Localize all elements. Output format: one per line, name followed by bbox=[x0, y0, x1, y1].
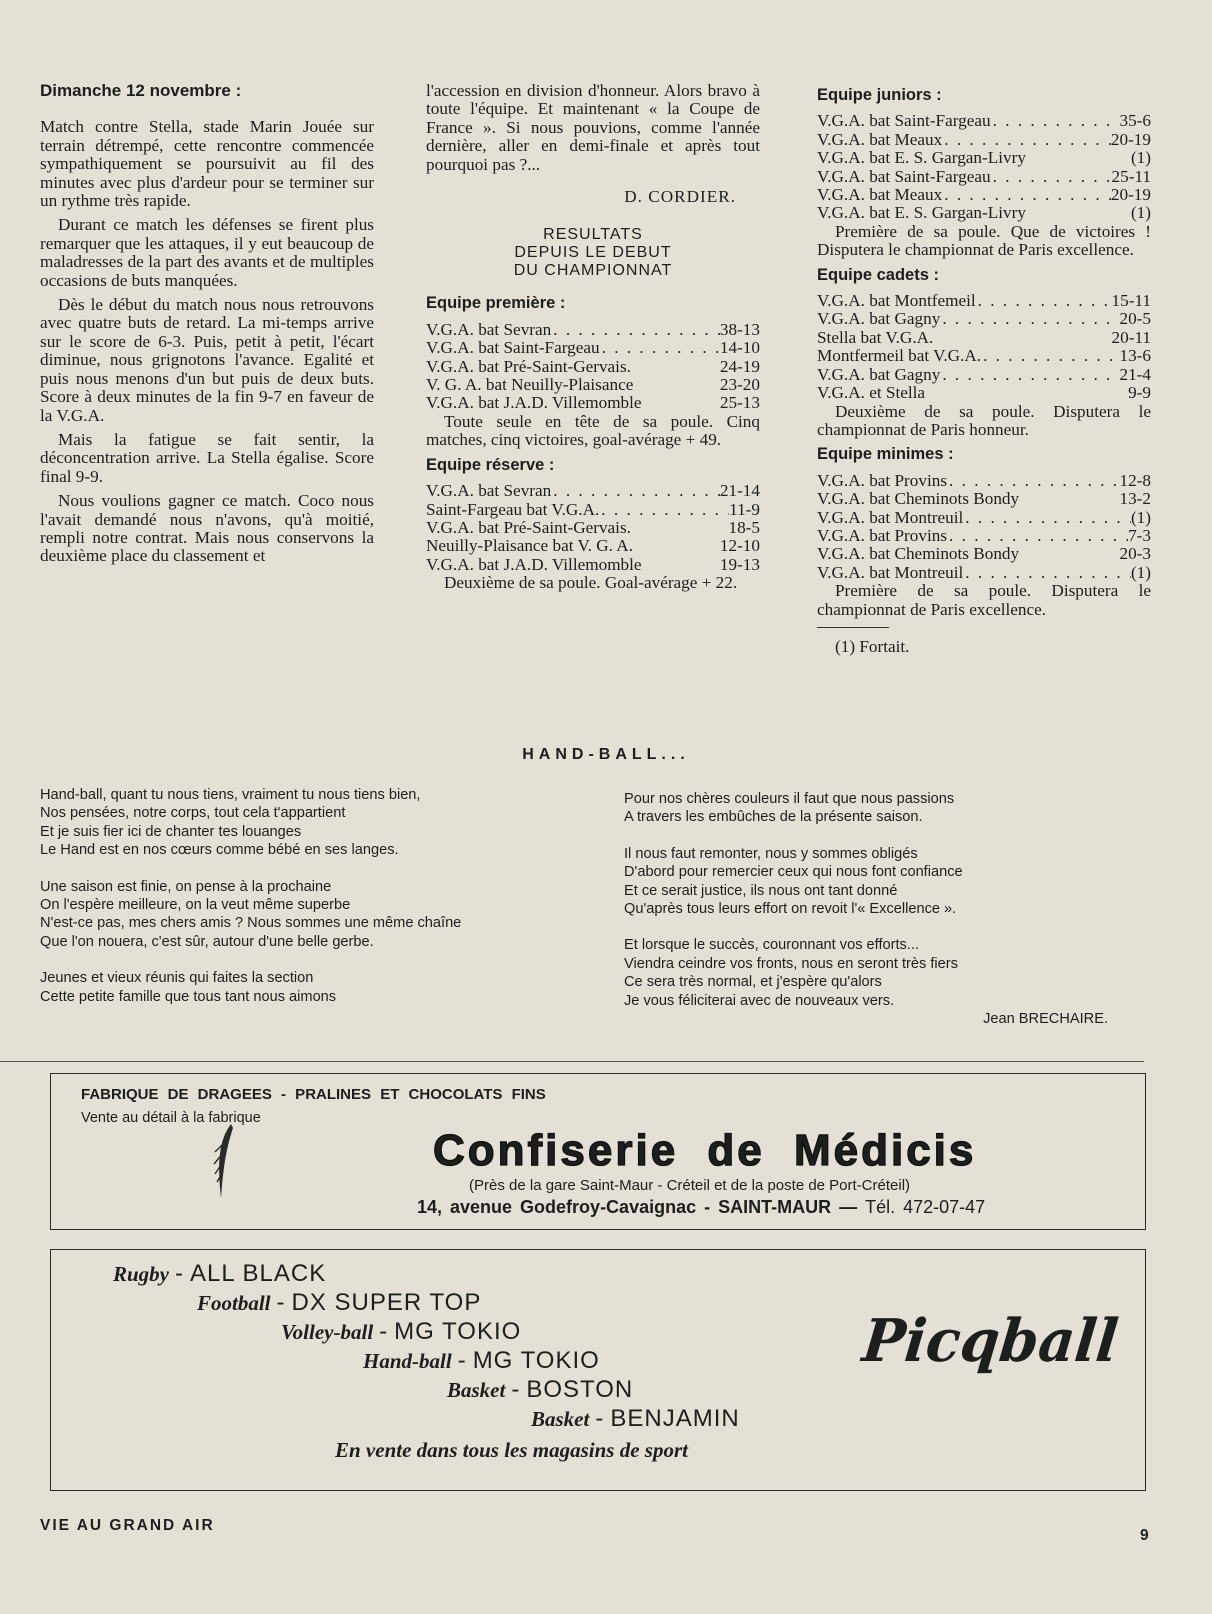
team-note: Toute seule en tête de sa poule. Cinq matches, cinq victoires, goal-avérage + 49. bbox=[426, 411, 760, 450]
paragraph: Nous voulions gagner ce match. Coco nous l'avait demandé nous n'avons, qu'à moitié, rempli notre contrat. Mais nous conservons la deuxième place du classement et bbox=[40, 491, 374, 566]
poem-line: Il nous faut remonter, nous y sommes obligés bbox=[624, 845, 918, 862]
picqball-advertisement bbox=[50, 1249, 1146, 1491]
match-label: V.G.A. bat Meaux bbox=[817, 185, 943, 205]
match-label: V.G.A. bat Cheminots Bondy bbox=[817, 489, 1020, 509]
product-line bbox=[447, 1376, 633, 1404]
match-label: V.G.A. bat Saint-Fargeau bbox=[817, 166, 991, 186]
result-row bbox=[817, 149, 1151, 167]
sport-name: Hand-ball bbox=[363, 1349, 452, 1373]
match-label: Saint-Fargeau bat V.G.A. bbox=[426, 499, 600, 519]
match-label: Stella bat V.G.A. bbox=[817, 327, 934, 347]
match-score: 12-10 bbox=[719, 536, 760, 556]
match-label: V.G.A. bat Pré-Saint-Gervais. bbox=[426, 517, 631, 537]
address-text: 14, avenue Godefroy-Cavaignac - SAINT-MAUR — bbox=[417, 1197, 858, 1217]
match-score: 24-19 bbox=[719, 356, 760, 376]
paragraph: Mais la fatigue se fait sentir, la déconcentration arrive. La Stella égalise. Score final 9-9. bbox=[40, 429, 374, 486]
poem-line: D'abord pour remercier ceux qui nous font confiance bbox=[624, 864, 963, 881]
result-row bbox=[817, 384, 1151, 402]
match-score: 20-11 bbox=[1111, 327, 1151, 347]
results-heading-line: DU CHAMPIONNAT bbox=[513, 262, 673, 280]
match-label: Montfermeil bat V.G.A. bbox=[817, 346, 982, 366]
poem-title: HAND-BALL... bbox=[522, 746, 690, 763]
poem-line: Et je suis fier ici de chanter tes louanges bbox=[40, 823, 302, 840]
sport-name: Football bbox=[197, 1291, 271, 1315]
team-heading-reserve: Equipe réserve : bbox=[426, 455, 555, 474]
result-row bbox=[426, 376, 760, 394]
ad-headline: FABRIQUE DE DRAGEES - PRALINES ET CHOCOLATS FINS bbox=[81, 1086, 546, 1103]
poem-author: Jean BRECHAIRE. bbox=[983, 1011, 1108, 1028]
divider-rule bbox=[0, 1061, 1144, 1062]
result-row bbox=[817, 168, 1151, 186]
match-label: V.G.A. bat Provins bbox=[817, 525, 948, 545]
match-score: (1) bbox=[1130, 203, 1151, 223]
article-column-3 bbox=[817, 82, 1151, 656]
match-label: V.G.A. et Stella bbox=[817, 383, 926, 403]
team-heading-minimes: Equipe minimes : bbox=[817, 445, 954, 464]
ad-location-note: (Près de la gare Saint-Maur - Créteil et de la poste de Port-Créteil) bbox=[469, 1177, 911, 1194]
result-row bbox=[817, 112, 1151, 130]
sport-name: Basket bbox=[531, 1407, 590, 1431]
result-row bbox=[426, 519, 760, 537]
product-brand: ALL BLACK bbox=[190, 1260, 327, 1287]
poem-line: A travers les embûches de la présente saison. bbox=[624, 809, 923, 826]
match-label: Neuilly-Plaisance bat V. G. A. bbox=[426, 536, 634, 556]
match-score: 20-19 bbox=[1110, 129, 1151, 149]
team-note: Deuxième de sa poule. Disputera le championnat de Paris honneur. bbox=[817, 401, 1151, 439]
stanza bbox=[624, 790, 1114, 827]
results-heading-line: DEPUIS LE DEBUT bbox=[514, 244, 672, 262]
match-score: 9-9 bbox=[1128, 383, 1151, 403]
product-brand: BOSTON bbox=[526, 1376, 634, 1403]
poem-line: Cette petite famille que tous tant nous aimons bbox=[40, 988, 337, 1005]
match-label: V.G.A. bat Gagny bbox=[817, 309, 941, 329]
result-row bbox=[426, 394, 760, 412]
match-score: 21-4 bbox=[1119, 364, 1151, 384]
result-row bbox=[817, 329, 1151, 347]
product-line bbox=[197, 1289, 481, 1317]
brand-name: Confiserie de Médicis bbox=[433, 1126, 977, 1175]
result-row bbox=[426, 482, 760, 500]
match-score: (1) bbox=[1130, 148, 1151, 168]
results-list bbox=[817, 472, 1151, 582]
result-row bbox=[817, 509, 1151, 527]
sport-name: Rugby bbox=[113, 1262, 170, 1286]
result-row bbox=[426, 339, 760, 357]
poem-line: Nos pensées, notre corps, tout cela t'appartient bbox=[40, 805, 346, 822]
match-label: V.G.A. bat J.A.D. Villemomble bbox=[426, 393, 642, 413]
phone-number: Tél. 472-07-47 bbox=[865, 1197, 986, 1217]
match-label: V.G.A. bat Montreuil bbox=[817, 507, 964, 527]
result-row bbox=[817, 186, 1151, 204]
poem-line: On l'espère meilleure, on la veut même superbe bbox=[40, 897, 351, 914]
stanza bbox=[40, 786, 580, 860]
paragraph: l'accession en division d'honneur. Alors bravo à toute l'équipe. Et maintenant « la Coupe de France ». Si nous pouvions, comme l'année dernière, aller en demi-finale et après tout pourquoi pas ?... bbox=[426, 81, 760, 174]
result-row bbox=[426, 358, 760, 376]
team-heading-juniors: Equipe juniors : bbox=[817, 86, 942, 104]
ad-address bbox=[417, 1197, 985, 1218]
match-score: 13-6 bbox=[1119, 346, 1151, 366]
ad-tagline: En vente dans tous les magasins de sport bbox=[335, 1438, 688, 1462]
match-score: 35-6 bbox=[1119, 111, 1151, 131]
sport-name: Volley-ball bbox=[281, 1320, 374, 1344]
match-label: V.G.A. bat Provins bbox=[817, 470, 948, 490]
separator: - bbox=[379, 1318, 389, 1345]
separator: - bbox=[175, 1260, 185, 1287]
feather-icon bbox=[211, 1122, 237, 1205]
match-score: 13-2 bbox=[1119, 489, 1151, 509]
ad-subline: Vente au détail à la fabrique bbox=[81, 1110, 261, 1126]
team-heading-cadets: Equipe cadets : bbox=[817, 265, 939, 284]
product-brand: MG TOKIO bbox=[472, 1347, 600, 1374]
match-score: (1) bbox=[1130, 562, 1151, 582]
poem-line: Jeunes et vieux réunis qui faites la section bbox=[40, 970, 314, 987]
product-line bbox=[363, 1347, 600, 1375]
result-row bbox=[817, 204, 1151, 222]
match-score: 12-8 bbox=[1119, 470, 1151, 490]
product-line bbox=[281, 1318, 521, 1346]
poem-line: Et ce serait justice, ils nous ont tant donné bbox=[624, 882, 898, 899]
poem-line: Que l'on nouera, c'est sûr, autour d'une belle gerbe. bbox=[40, 933, 374, 950]
result-row bbox=[817, 292, 1151, 310]
poem-line: N'est-ce pas, mes chers amis ? Nous sommes une même chaîne bbox=[40, 915, 462, 932]
article-column-2 bbox=[426, 82, 760, 599]
match-label: V. G. A. bat Neuilly-Plaisance bbox=[426, 375, 634, 395]
match-label: V.G.A. bat Meaux bbox=[817, 129, 943, 149]
magazine-name: VIE AU GRAND AIR bbox=[40, 1517, 215, 1534]
product-line bbox=[113, 1260, 326, 1288]
product-brand: MG TOKIO bbox=[394, 1318, 522, 1345]
poem-line: Le Hand est en nos cœurs comme bébé en ses langes. bbox=[40, 842, 399, 859]
poem-left-column bbox=[40, 786, 580, 1024]
match-label: V.G.A. bat E. S. Gargan-Livry bbox=[817, 148, 1026, 168]
match-score: 20-3 bbox=[1119, 544, 1151, 564]
product-line bbox=[531, 1405, 740, 1433]
match-score: 20-5 bbox=[1119, 309, 1151, 329]
page-number: 9 bbox=[1140, 1527, 1149, 1544]
match-label: V.G.A. bat Saint-Fargeau bbox=[426, 338, 600, 358]
poem-right-column bbox=[624, 790, 1114, 1028]
poem-line: Viendra ceindre vos fronts, nous en seront très fiers bbox=[624, 955, 958, 972]
match-score: 25-11 bbox=[1111, 166, 1151, 186]
result-row bbox=[817, 310, 1151, 328]
stanza bbox=[40, 969, 580, 1006]
poem-line: Ce sera très normal, et j'espère qu'alors bbox=[624, 974, 882, 991]
match-score: 18-5 bbox=[728, 517, 760, 537]
match-score: 7-3 bbox=[1128, 525, 1151, 545]
match-label: V.G.A. bat Gagny bbox=[817, 364, 941, 384]
results-list bbox=[426, 482, 760, 574]
article-column-1 bbox=[40, 82, 374, 572]
match-date-heading: Dimanche 12 novembre : bbox=[40, 81, 242, 100]
result-row bbox=[817, 366, 1151, 384]
stanza bbox=[624, 845, 1114, 919]
poem-line: Une saison est finie, on pense à la prochaine bbox=[40, 878, 332, 895]
team-note: Première de sa poule. Que de victoires ! Disputera le championnat de Paris excellence. bbox=[817, 221, 1151, 260]
match-score: 11-9 bbox=[729, 499, 760, 519]
match-score: 20-19 bbox=[1110, 185, 1151, 205]
result-row bbox=[817, 490, 1151, 508]
match-label: V.G.A. bat Cheminots Bondy bbox=[817, 544, 1020, 564]
separator: - bbox=[276, 1289, 286, 1316]
result-row bbox=[426, 321, 760, 339]
result-row bbox=[817, 527, 1151, 545]
separator: - bbox=[511, 1376, 521, 1403]
match-score: 19-13 bbox=[719, 554, 760, 574]
product-brand: DX SUPER TOP bbox=[291, 1289, 482, 1316]
poem-line: Hand-ball, quant tu nous tiens, vraiment tu nous tiens bien, bbox=[40, 787, 421, 803]
match-label: V.G.A. bat Montfemeil bbox=[817, 291, 976, 311]
poem-line: Je vous féliciterai avec de nouveaux vers. bbox=[624, 992, 895, 1009]
match-score: (1) bbox=[1130, 507, 1151, 527]
footnote: (1) Fortait. bbox=[835, 636, 910, 656]
team-note: Première de sa poule. Disputera le championnat de Paris excellence. bbox=[817, 581, 1151, 619]
results-heading-line: RESULTATS bbox=[543, 226, 643, 244]
result-row bbox=[426, 501, 760, 519]
separator: - bbox=[457, 1347, 467, 1374]
sport-name: Basket bbox=[447, 1378, 506, 1402]
footnote-divider bbox=[817, 627, 889, 628]
match-score: 23-20 bbox=[719, 375, 760, 395]
match-score: 14-10 bbox=[719, 338, 760, 358]
match-label: V.G.A. bat Saint-Fargeau bbox=[817, 111, 991, 131]
result-row bbox=[426, 556, 760, 574]
stanza bbox=[40, 878, 580, 952]
results-list bbox=[817, 292, 1151, 402]
separator: - bbox=[595, 1405, 605, 1432]
result-row bbox=[426, 537, 760, 555]
match-label: V.G.A. bat Sevran bbox=[426, 481, 552, 501]
results-list bbox=[817, 112, 1151, 222]
picqball-logo: Picqball bbox=[859, 1306, 1122, 1376]
result-row bbox=[817, 545, 1151, 563]
result-row bbox=[817, 564, 1151, 582]
match-score: 21-14 bbox=[719, 481, 760, 501]
match-score: 38-13 bbox=[719, 319, 760, 339]
match-label: V.G.A. bat Sevran bbox=[426, 319, 552, 339]
paragraph: Durant ce match les défenses se firent plus remarquer que les attaques, il y eut beaucoup de maladresses de la part des avants et de multiples occasions de buts manquées. bbox=[40, 215, 374, 290]
result-row bbox=[817, 472, 1151, 490]
paragraph: Dès le début du match nous nous retrouvons avec quatre buts de retard. La mi-temps arrive sur le score de 6-3. Puis, petit à petit, l'écart diminue, nous grignotons l'avance. Egalité et puis nous menons d'un but puis de deux buts. Score à deux minutes de la fin 9-7 en faveur de la V.G.A. bbox=[40, 295, 374, 425]
match-label: V.G.A. bat Pré-Saint-Gervais. bbox=[426, 356, 631, 376]
match-score: 15-11 bbox=[1111, 291, 1151, 311]
paragraph: Match contre Stella, stade Marin Jouée sur terrain détrempé, cette rencontre commencée sympathiquement se poursuivit au fil des minutes avec plus d'ardeur pour se terminer sur un rythme très rapide. bbox=[40, 117, 374, 211]
poem-line: Qu'après tous leurs effort on revoit l'« Excellence ». bbox=[624, 901, 957, 918]
match-score: 25-13 bbox=[719, 393, 760, 413]
team-heading-premiere: Equipe première : bbox=[426, 294, 566, 313]
result-row bbox=[817, 347, 1151, 365]
confiserie-advertisement bbox=[50, 1073, 1146, 1230]
poem-line: Et lorsque le succès, couronnant vos efforts... bbox=[624, 937, 920, 954]
result-row bbox=[817, 131, 1151, 149]
match-label: V.G.A. bat Montreuil bbox=[817, 562, 964, 582]
poem-line: Pour nos chères couleurs il faut que nous passions bbox=[624, 791, 955, 807]
author-signature: D. CORDIER. bbox=[624, 187, 736, 207]
stanza bbox=[624, 936, 1114, 1010]
match-label: V.G.A. bat J.A.D. Villemomble bbox=[426, 554, 642, 574]
results-list bbox=[426, 321, 760, 413]
product-brand: BENJAMIN bbox=[610, 1405, 740, 1432]
match-label: V.G.A. bat E. S. Gargan-Livry bbox=[817, 203, 1026, 223]
team-note: Deuxième de sa poule. Goal-avérage + 22. bbox=[444, 573, 738, 593]
results-heading bbox=[426, 226, 760, 280]
